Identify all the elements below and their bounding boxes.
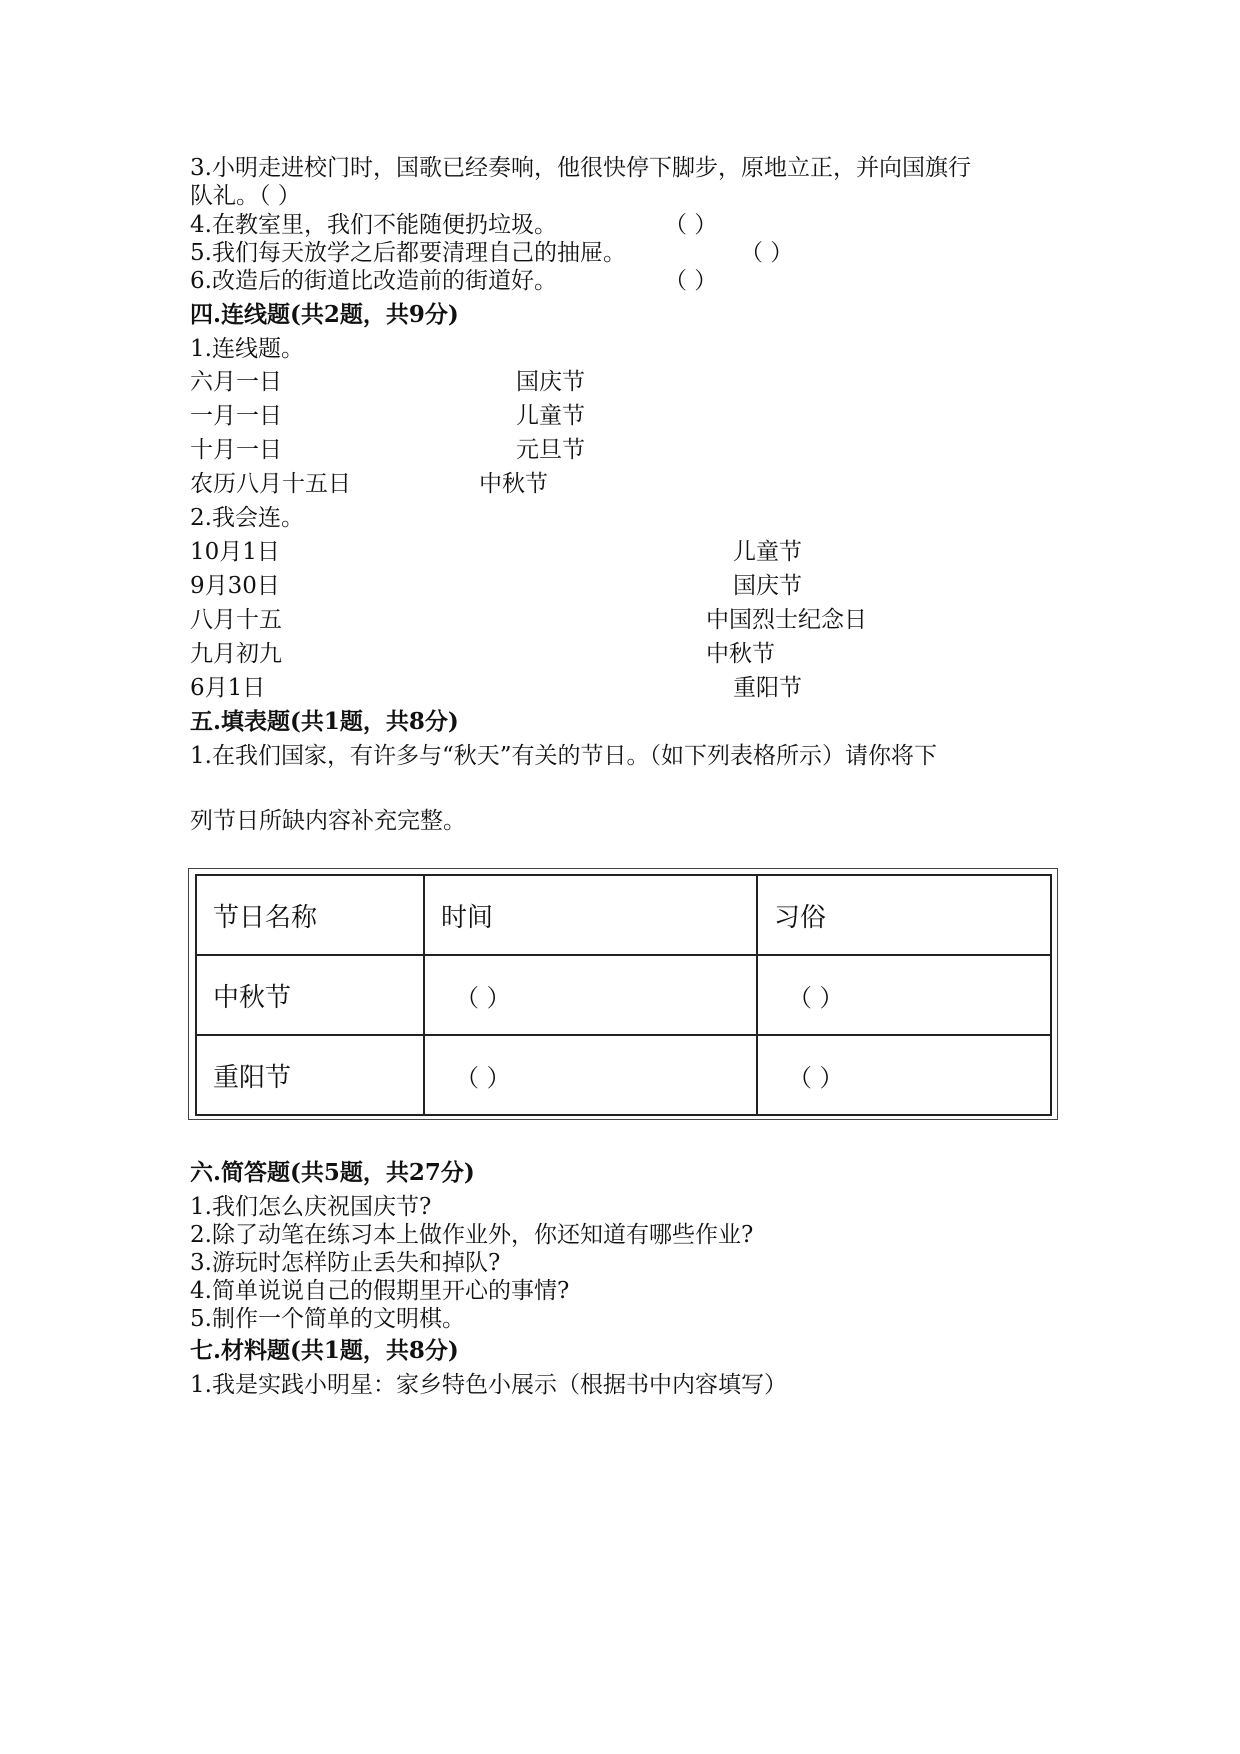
short-answer-q5: 5.制作一个简单的文明棋。 [190, 1306, 465, 1332]
matching-q2-right-2[interactable]: 国庆节 [733, 573, 802, 599]
short-answer-q2: 2.除了动笔在练习本上做作业外，你还知道有哪些作业? [190, 1222, 754, 1248]
matching-q1-right-1[interactable]: 国庆节 [516, 369, 585, 395]
table-q1-line1: 1.在我们国家，有许多与“秋天”有关的节日。（如下列表格所示）请你将下 [190, 743, 937, 769]
tf-question-6: 6.改造后的街道比改造前的街道好。 [190, 268, 557, 294]
matching-q2-left-3[interactable]: 八月十五 [190, 607, 282, 633]
matching-q2-left-4[interactable]: 九月初九 [190, 641, 282, 667]
time-blank[interactable]: （ ） [454, 1063, 511, 1092]
festival-name-cell: 中秋节 [196, 955, 424, 1035]
matching-q1-left-1[interactable]: 六月一日 [190, 369, 282, 395]
table-row [196, 1035, 1051, 1115]
section-7-heading: 七.材料题(共1题，共8分) [190, 1337, 459, 1364]
tf-question-5: 5.我们每天放学之后都要清理自己的抽屉。 [190, 240, 626, 266]
matching-q2-prompt: 2.我会连。 [190, 505, 304, 531]
custom-blank[interactable]: （ ） [787, 983, 844, 1012]
festival-table [195, 874, 1052, 1116]
custom-blank[interactable]: （ ） [787, 1063, 844, 1092]
matching-q1-prompt: 1.连线题。 [190, 336, 304, 362]
header-custom: 习俗 [757, 875, 1051, 955]
section-6-heading: 六.简答题(共5题，共27分) [190, 1159, 475, 1186]
time-blank-cell[interactable] [424, 955, 757, 1035]
matching-q1-right-2[interactable]: 儿童节 [516, 403, 585, 429]
time-blank-cell[interactable] [424, 1035, 757, 1115]
custom-blank-cell[interactable] [757, 955, 1051, 1035]
section-5-heading: 五.填表题(共1题，共8分) [190, 708, 459, 735]
matching-q2-left-5[interactable]: 6月1日 [190, 675, 266, 701]
header-festival-name: 节日名称 [196, 875, 424, 955]
matching-q1-left-4[interactable]: 农历八月十五日 [190, 471, 351, 497]
matching-q1-right-3[interactable]: 元旦节 [516, 437, 585, 463]
matching-q2-right-1[interactable]: 儿童节 [733, 539, 802, 565]
custom-blank-cell[interactable] [757, 1035, 1051, 1115]
tf-answer-blank-5[interactable]: （ ） [740, 240, 794, 266]
short-answer-q3: 3.游玩时怎样防止丢失和掉队? [190, 1250, 501, 1276]
matching-q1-left-3[interactable]: 十月一日 [190, 437, 282, 463]
material-q1: 1.我是实践小明星：家乡特色小展示（根据书中内容填写） [190, 1372, 787, 1398]
tf-question-3-line1: 3.小明走进校门时，国歌已经奏响，他很快停下脚步，原地立正，并向国旗行 [190, 155, 971, 181]
festival-name-cell: 重阳节 [196, 1035, 424, 1115]
short-answer-q1: 1.我们怎么庆祝国庆节? [190, 1194, 432, 1220]
header-time: 时间 [424, 875, 757, 955]
matching-q2-right-4[interactable]: 中秋节 [706, 641, 775, 667]
table-header-row [196, 875, 1051, 955]
section-4-heading: 四.连线题(共2题，共9分) [190, 301, 459, 328]
tf-question-3-line2: 队礼。（ ） [190, 183, 301, 209]
time-blank[interactable]: （ ） [454, 983, 511, 1012]
matching-q1-right-4[interactable]: 中秋节 [479, 471, 548, 497]
matching-q1-left-2[interactable]: 一月一日 [190, 403, 282, 429]
tf-answer-blank-6[interactable]: （ ） [664, 268, 718, 294]
tf-answer-blank-4[interactable]: （ ） [664, 212, 718, 238]
table-row [196, 955, 1051, 1035]
matching-q2-right-5[interactable]: 重阳节 [733, 675, 802, 701]
table-q1-line2: 列节日所缺内容补充完整。 [190, 808, 466, 834]
short-answer-q4: 4.简单说说自己的假期里开心的事情? [190, 1278, 570, 1304]
matching-q2-right-3[interactable]: 中国烈士纪念日 [706, 607, 867, 633]
matching-q2-left-2[interactable]: 9月30日 [190, 573, 280, 599]
matching-q2-left-1[interactable]: 10月1日 [190, 539, 280, 565]
tf-question-4: 4.在教室里，我们不能随便扔垃圾。 [190, 212, 557, 238]
